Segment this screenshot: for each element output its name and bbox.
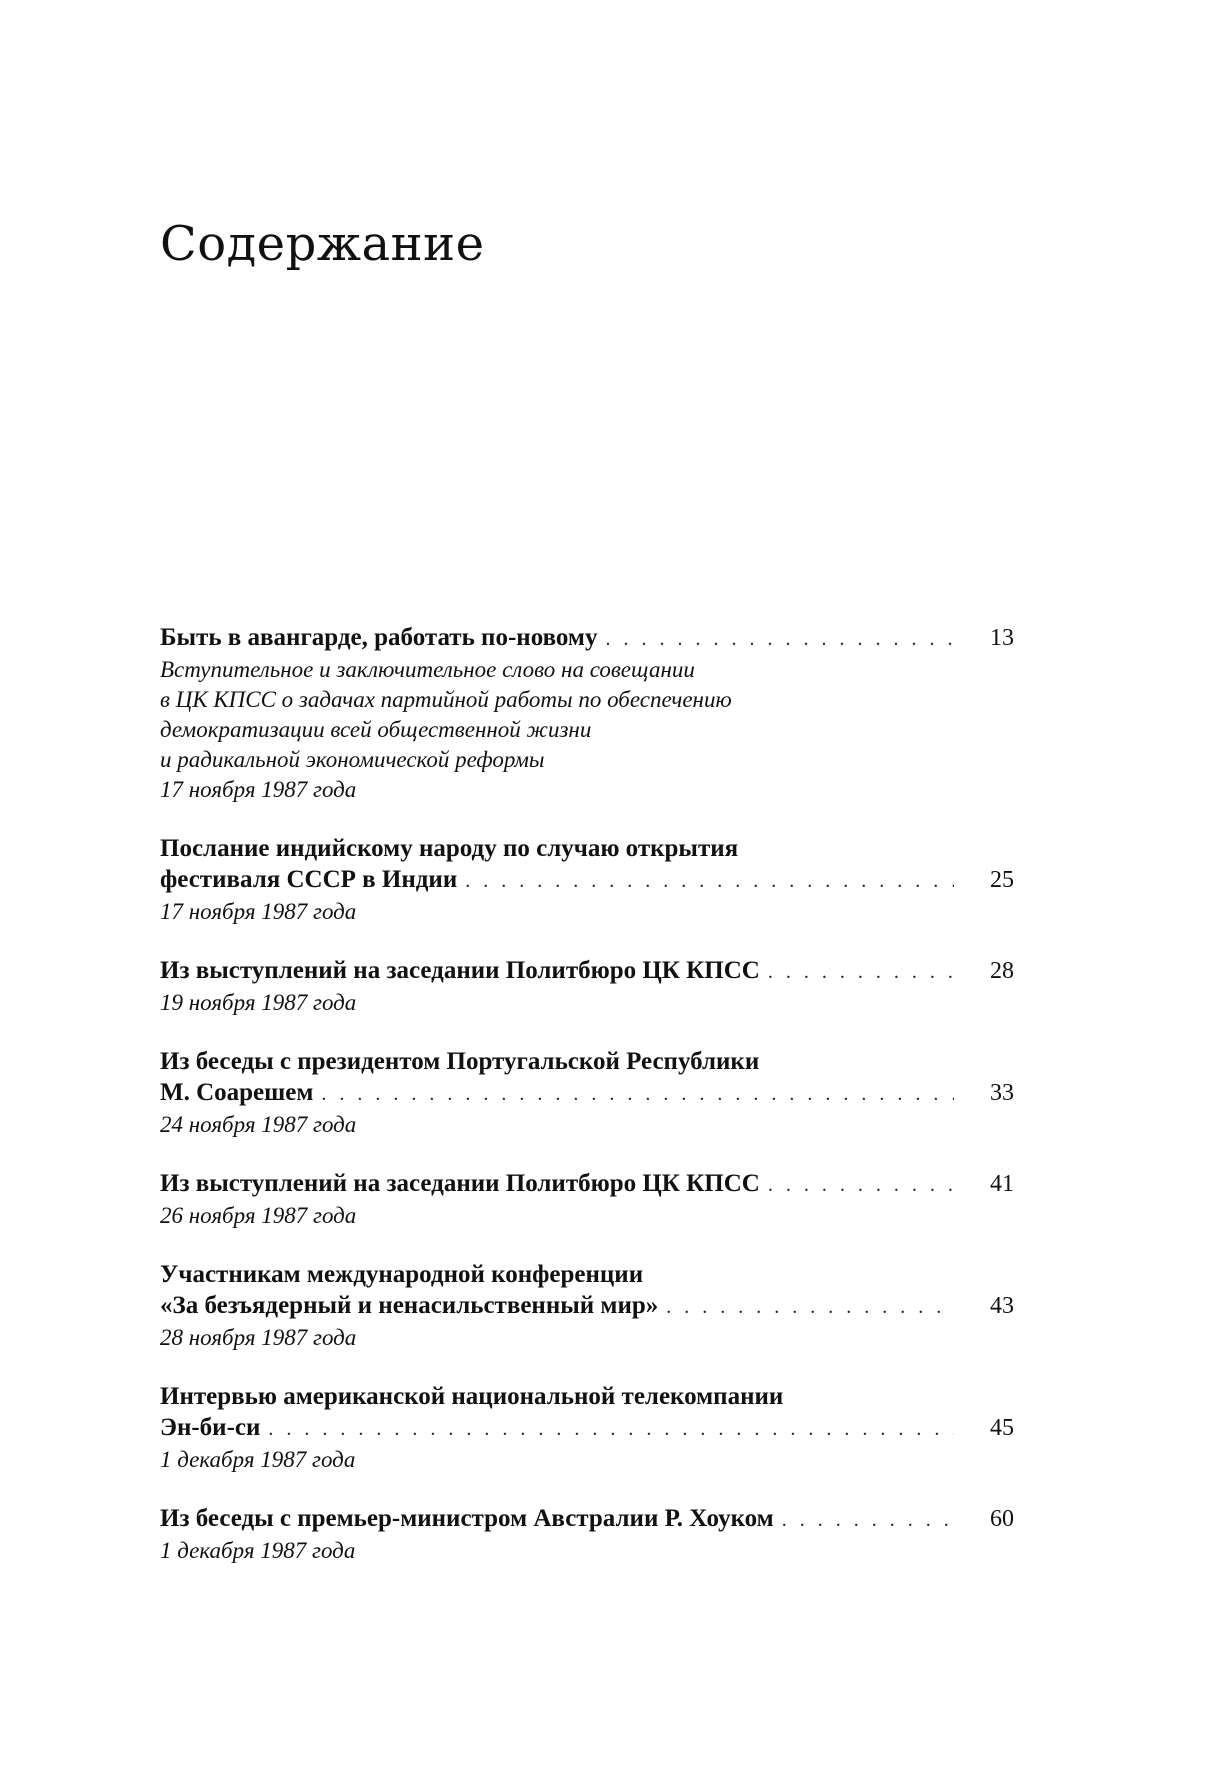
toc-entry-description: 17 ноября 1987 года bbox=[160, 777, 357, 802]
toc-entry[interactable] bbox=[160, 1503, 1014, 1566]
toc-entry[interactable] bbox=[160, 1259, 1014, 1353]
dot-leader bbox=[321, 1079, 954, 1110]
toc-entry-description: 24 ноября 1987 года bbox=[160, 1112, 357, 1137]
toc-entry-title: Эн-би-си bbox=[160, 1414, 261, 1441]
page-number: 45 bbox=[990, 1415, 1014, 1441]
toc-entry-description: 19 ноября 1987 года bbox=[160, 990, 357, 1015]
page-number: 33 bbox=[990, 1080, 1014, 1106]
dot-leader bbox=[605, 624, 954, 655]
page-number: 28 bbox=[990, 958, 1014, 984]
toc-entry[interactable] bbox=[160, 955, 1014, 1018]
page-number: 13 bbox=[990, 625, 1014, 651]
toc-entry-title-line: Из беседы с президентом Португальской Республики bbox=[160, 1048, 760, 1075]
dot-leader bbox=[268, 1414, 954, 1445]
toc-entry-heading bbox=[160, 1077, 1014, 1110]
toc-entry-heading bbox=[160, 622, 1014, 655]
toc-entry[interactable] bbox=[160, 1168, 1014, 1231]
page-title: Содержание bbox=[160, 216, 485, 272]
toc-entry-title: «За безъядерный и ненасильственный мир» bbox=[160, 1292, 659, 1319]
toc-entry-title-line: Интервью американской национальной телекомпании bbox=[160, 1383, 784, 1410]
page-number: 43 bbox=[990, 1293, 1014, 1319]
page-number: 41 bbox=[990, 1171, 1014, 1197]
toc-entry-heading bbox=[160, 1412, 1014, 1445]
toc-entry-title: фестиваля СССР в Индии bbox=[160, 866, 458, 893]
toc-entry-description: и радикальной экономической реформы bbox=[160, 747, 545, 772]
toc-entry-title: Быть в авангарде, работать по-новому bbox=[160, 624, 598, 651]
toc-entry-heading bbox=[160, 864, 1014, 897]
toc-entry[interactable] bbox=[160, 1046, 1014, 1140]
page-number: 25 bbox=[990, 867, 1014, 893]
toc-entry-title-line: Послание индийскому народу по случаю открытия bbox=[160, 835, 739, 862]
dot-leader bbox=[782, 1505, 954, 1536]
toc-entry-heading bbox=[160, 955, 1014, 988]
toc-entry[interactable] bbox=[160, 1381, 1014, 1475]
page-number: 60 bbox=[990, 1506, 1014, 1532]
toc-entry-heading bbox=[160, 1168, 1014, 1201]
toc-entry-title-line: Участникам международной конференции bbox=[160, 1261, 644, 1288]
toc-entry-description: 26 ноября 1987 года bbox=[160, 1203, 357, 1228]
toc-entry-title: Из выступлений на заседании Политбюро ЦК КПСС bbox=[160, 1170, 760, 1197]
toc-entry-description: демократизации всей общественной жизни bbox=[160, 717, 592, 742]
toc-entry-description: 28 ноября 1987 года bbox=[160, 1325, 357, 1350]
toc-entry-title: М. Соарешем bbox=[160, 1079, 314, 1106]
dot-leader bbox=[666, 1292, 954, 1323]
table-of-contents bbox=[160, 622, 1014, 1594]
dot-leader bbox=[768, 1170, 954, 1201]
dot-leader bbox=[465, 866, 954, 897]
toc-entry-title: Из выступлений на заседании Политбюро ЦК КПСС bbox=[160, 957, 760, 984]
dot-leader bbox=[768, 957, 954, 988]
toc-entry-description: 1 декабря 1987 года bbox=[160, 1447, 356, 1472]
toc-entry-title: Из беседы с премьер-министром Австралии Р. Хоуком bbox=[160, 1505, 774, 1532]
toc-entry-description: в ЦК КПСС о задачах партийной работы по обеспечению bbox=[160, 687, 732, 712]
toc-entry[interactable] bbox=[160, 833, 1014, 927]
toc-entry-description: 1 декабря 1987 года bbox=[160, 1538, 356, 1563]
toc-entry-heading bbox=[160, 1290, 1014, 1323]
toc-entry-heading bbox=[160, 1503, 1014, 1536]
toc-entry-description: Вступительное и заключительное слово на совещании bbox=[160, 657, 695, 682]
toc-entry[interactable] bbox=[160, 622, 1014, 805]
toc-entry-description: 17 ноября 1987 года bbox=[160, 899, 357, 924]
